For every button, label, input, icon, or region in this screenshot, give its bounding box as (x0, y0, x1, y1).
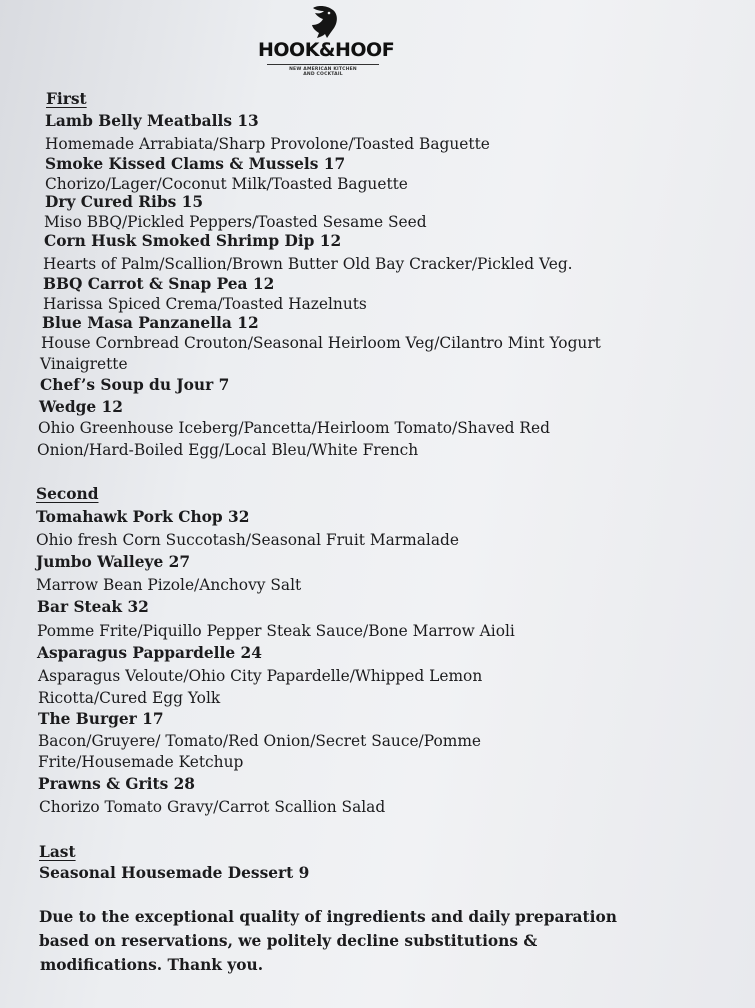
menu-item-name: BBQ Carrot & Snap Pea 12 (43, 275, 275, 293)
restaurant-logo (258, 4, 395, 88)
menu-item-name: Jumbo Walleye 27 (36, 553, 191, 571)
menu-item-description: Chorizo Tomato Gravy/Carrot Scallion Salad (39, 798, 386, 816)
section-heading-second: Second (36, 485, 99, 503)
menu-item-description: Ohio fresh Corn Succotash/Seasonal Fruit Marmalade (36, 531, 459, 549)
fish-icon (303, 4, 343, 40)
menu-item-name: Bar Steak 32 (37, 598, 149, 616)
section-heading-last: Last (39, 843, 76, 861)
menu-item-description: Frite/Housemade Ketchup (38, 753, 244, 771)
menu-item-description: Pomme Frite/Piquillo Pepper Steak Sauce/Bone Marrow Aioli (37, 622, 515, 640)
substitution-notice-line: based on reservations, we politely decline substitutions & (39, 932, 538, 950)
menu-item-description: Bacon/Gruyere/ Tomato/Red Onion/Secret Sauce/Pomme (38, 732, 482, 750)
substitution-notice-line: Due to the exceptional quality of ingredients and daily preparation (39, 908, 617, 926)
logo-wordmark: HOOK&HOOF (258, 39, 395, 61)
substitution-notice-line: modifications. Thank you. (40, 956, 264, 974)
menu-item-name: Smoke Kissed Clams & Mussels 17 (45, 155, 346, 173)
menu-item-name: Prawns & Grits 28 (38, 775, 196, 793)
section-heading-first: First (46, 90, 87, 108)
menu-item-description: Ohio Greenhouse Iceberg/Pancetta/Heirloom Tomato/Shaved Red (38, 419, 550, 437)
menu-item-name: Chef’s Soup du Jour 7 (40, 376, 230, 394)
menu-item-name: Blue Masa Panzanella 12 (42, 314, 259, 332)
menu-item-description: Asparagus Veloute/Ohio City Papardelle/Whipped Lemon (38, 667, 483, 685)
menu-item-description: Homemade Arrabiata/Sharp Provolone/Toasted Baguette (45, 135, 490, 153)
menu-item-description: Harissa Spiced Crema/Toasted Hazelnuts (43, 295, 367, 313)
menu-item-name: Lamb Belly Meatballs 13 (45, 112, 259, 130)
menu-item-description: Ricotta/Cured Egg Yolk (38, 689, 221, 707)
logo-tagline-line1: NEW AMERICAN KITCHEN (289, 67, 357, 72)
menu-item-description: Vinaigrette (40, 355, 128, 373)
menu-item-description: Chorizo/Lager/Coconut Milk/Toasted Baguette (45, 175, 408, 193)
menu-item-description: Hearts of Palm/Scallion/Brown Butter Old Bay Cracker/Pickled Veg. (43, 255, 573, 273)
menu-item-name: Tomahawk Pork Chop 32 (36, 508, 250, 526)
menu-item-description: Onion/Hard-Boiled Egg/Local Bleu/White French (37, 441, 419, 459)
menu-item-description: House Cornbread Crouton/Seasonal Heirloom Veg/Cilantro Mint Yogurt (41, 334, 601, 352)
menu-item-name: The Burger 17 (38, 710, 164, 728)
menu-item-name: Corn Husk Smoked Shrimp Dip 12 (44, 232, 342, 250)
logo-divider (267, 64, 379, 65)
menu-item-name: Wedge 12 (39, 398, 123, 416)
menu-item-description: Marrow Bean Pizole/Anchovy Salt (36, 576, 302, 594)
menu-item-name: Asparagus Pappardelle 24 (37, 644, 262, 662)
menu-item-name: Seasonal Housemade Dessert 9 (39, 864, 310, 882)
menu-item-description: Miso BBQ/Pickled Peppers/Toasted Sesame Seed (44, 213, 427, 231)
logo-tagline-line2: AND COCKTAIL (303, 72, 343, 77)
menu-item-name: Dry Cured Ribs 15 (45, 193, 204, 211)
